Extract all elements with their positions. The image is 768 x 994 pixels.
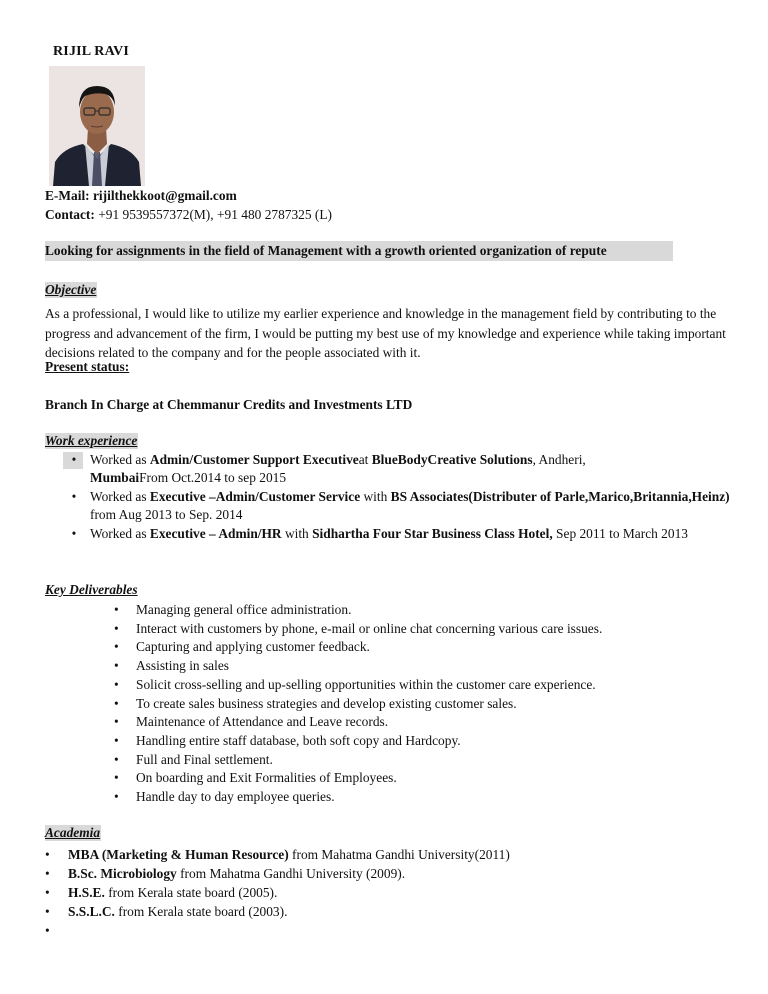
contact-label: Contact: — [45, 207, 95, 222]
bullet-icon: • — [114, 695, 119, 711]
bullet-icon: • — [45, 847, 50, 862]
bullet-icon: • — [45, 866, 50, 881]
list-item: • Managing general office administration. — [112, 601, 712, 620]
list-item: • Interact with customers by phone, e-mail or online chat concerning various care issues. — [112, 620, 712, 639]
bullet-icon: • — [71, 452, 77, 467]
bullet-icon: • — [114, 714, 119, 730]
present-status-heading: Present status: — [45, 359, 130, 374]
work-experience-heading: Work experience — [45, 433, 138, 448]
academia-heading: Academia — [45, 825, 101, 840]
contact-line — [45, 206, 332, 224]
list-item: • To create sales business strategies and develop existing customer sales. — [112, 695, 712, 714]
list-item: • S.S.L.C. from Kerala state board (2003). — [45, 904, 288, 919]
list-item: • MBA (Marketing & Human Resource) from Mahatma Gandhi University(2011) — [45, 847, 510, 862]
list-item: • Solicit cross-selling and up-selling opportunities within the customer care experience. — [112, 676, 712, 695]
contact-value: +91 9539557372(M), +91 480 2787325 (L) — [98, 207, 333, 222]
list-item: • Handling entire staff database, both soft copy and Hardcopy. — [112, 732, 712, 751]
bullet-icon: • — [45, 885, 50, 900]
email-line — [45, 187, 237, 205]
list-item: • Worked as Executive – Admin/HR with Sidhartha Four Star Business Class Hotel, Sep 2011 to March 2013 — [63, 525, 743, 543]
bullet-icon: • — [71, 526, 77, 541]
list-item: • Assisting in sales — [112, 657, 712, 676]
bullet-icon: • — [114, 732, 119, 748]
key-deliverables-heading: Key Deliverables — [45, 582, 138, 597]
objective-text: As a professional, I would like to utilize my earlier experience and knowledge in the management field by contributing to the progress and advancement of the firm, I would be putting my best use of my knowledge and experience while taking important decisions related to the company and for the people associated with it. — [45, 306, 726, 360]
list-item: • Capturing and applying customer feedback. — [112, 638, 712, 657]
key-deliverables-list — [112, 601, 712, 807]
bullet-icon: • — [114, 639, 119, 655]
list-item: • Worked as Executive –Admin/Customer Service with BS Associates(Distributer of Parle,Marico,Britannia,Heinz) from Aug 2013 to Sep. 2014 — [63, 488, 743, 524]
list-item: • Maintenance of Attendance and Leave records. — [112, 713, 712, 732]
candidate-name: RIJIL RAVI — [53, 44, 130, 59]
bullet-icon: • — [45, 904, 50, 919]
academia-list — [45, 845, 645, 938]
objective-heading: Objective — [45, 282, 97, 297]
bullet-icon: • — [114, 620, 119, 636]
bullet-icon: • — [114, 770, 119, 786]
list-item: • B.Sc. Microbiology from Mahatma Gandhi University (2009). — [45, 866, 406, 881]
profile-photo — [49, 66, 145, 186]
list-item: • Handle day to day employee queries. — [112, 788, 712, 807]
career-banner: Looking for assignments in the field of Management with a growth oriented organization of repute — [45, 241, 673, 261]
list-item: • H.S.E. from Kerala state board (2005). — [45, 885, 278, 900]
bullet-icon: • — [114, 751, 119, 767]
bullet-icon: • — [114, 602, 119, 617]
list-item: • Worked as Admin/Customer Support Executiveat BlueBodyCreative Solutions, Andheri, MumbaiFrom Oct.2014 to sep 2015 — [63, 451, 743, 487]
bullet-icon: • — [114, 658, 119, 674]
present-status-text: Branch In Charge at Chemmanur Credits and Investments LTD — [45, 397, 413, 412]
email-label: E-Mail: — [45, 188, 90, 203]
bullet-icon: • — [71, 489, 77, 504]
work-experience-list — [63, 451, 743, 544]
bullet-icon: • — [45, 923, 50, 938]
list-item: • On boarding and Exit Formalities of Employees. — [112, 769, 712, 788]
email-value[interactable]: rijilthekkoot@gmail.com — [92, 188, 237, 203]
list-item: • Full and Final settlement. — [112, 751, 712, 770]
bullet-icon: • — [114, 789, 119, 805]
bullet-icon: • — [114, 676, 119, 692]
